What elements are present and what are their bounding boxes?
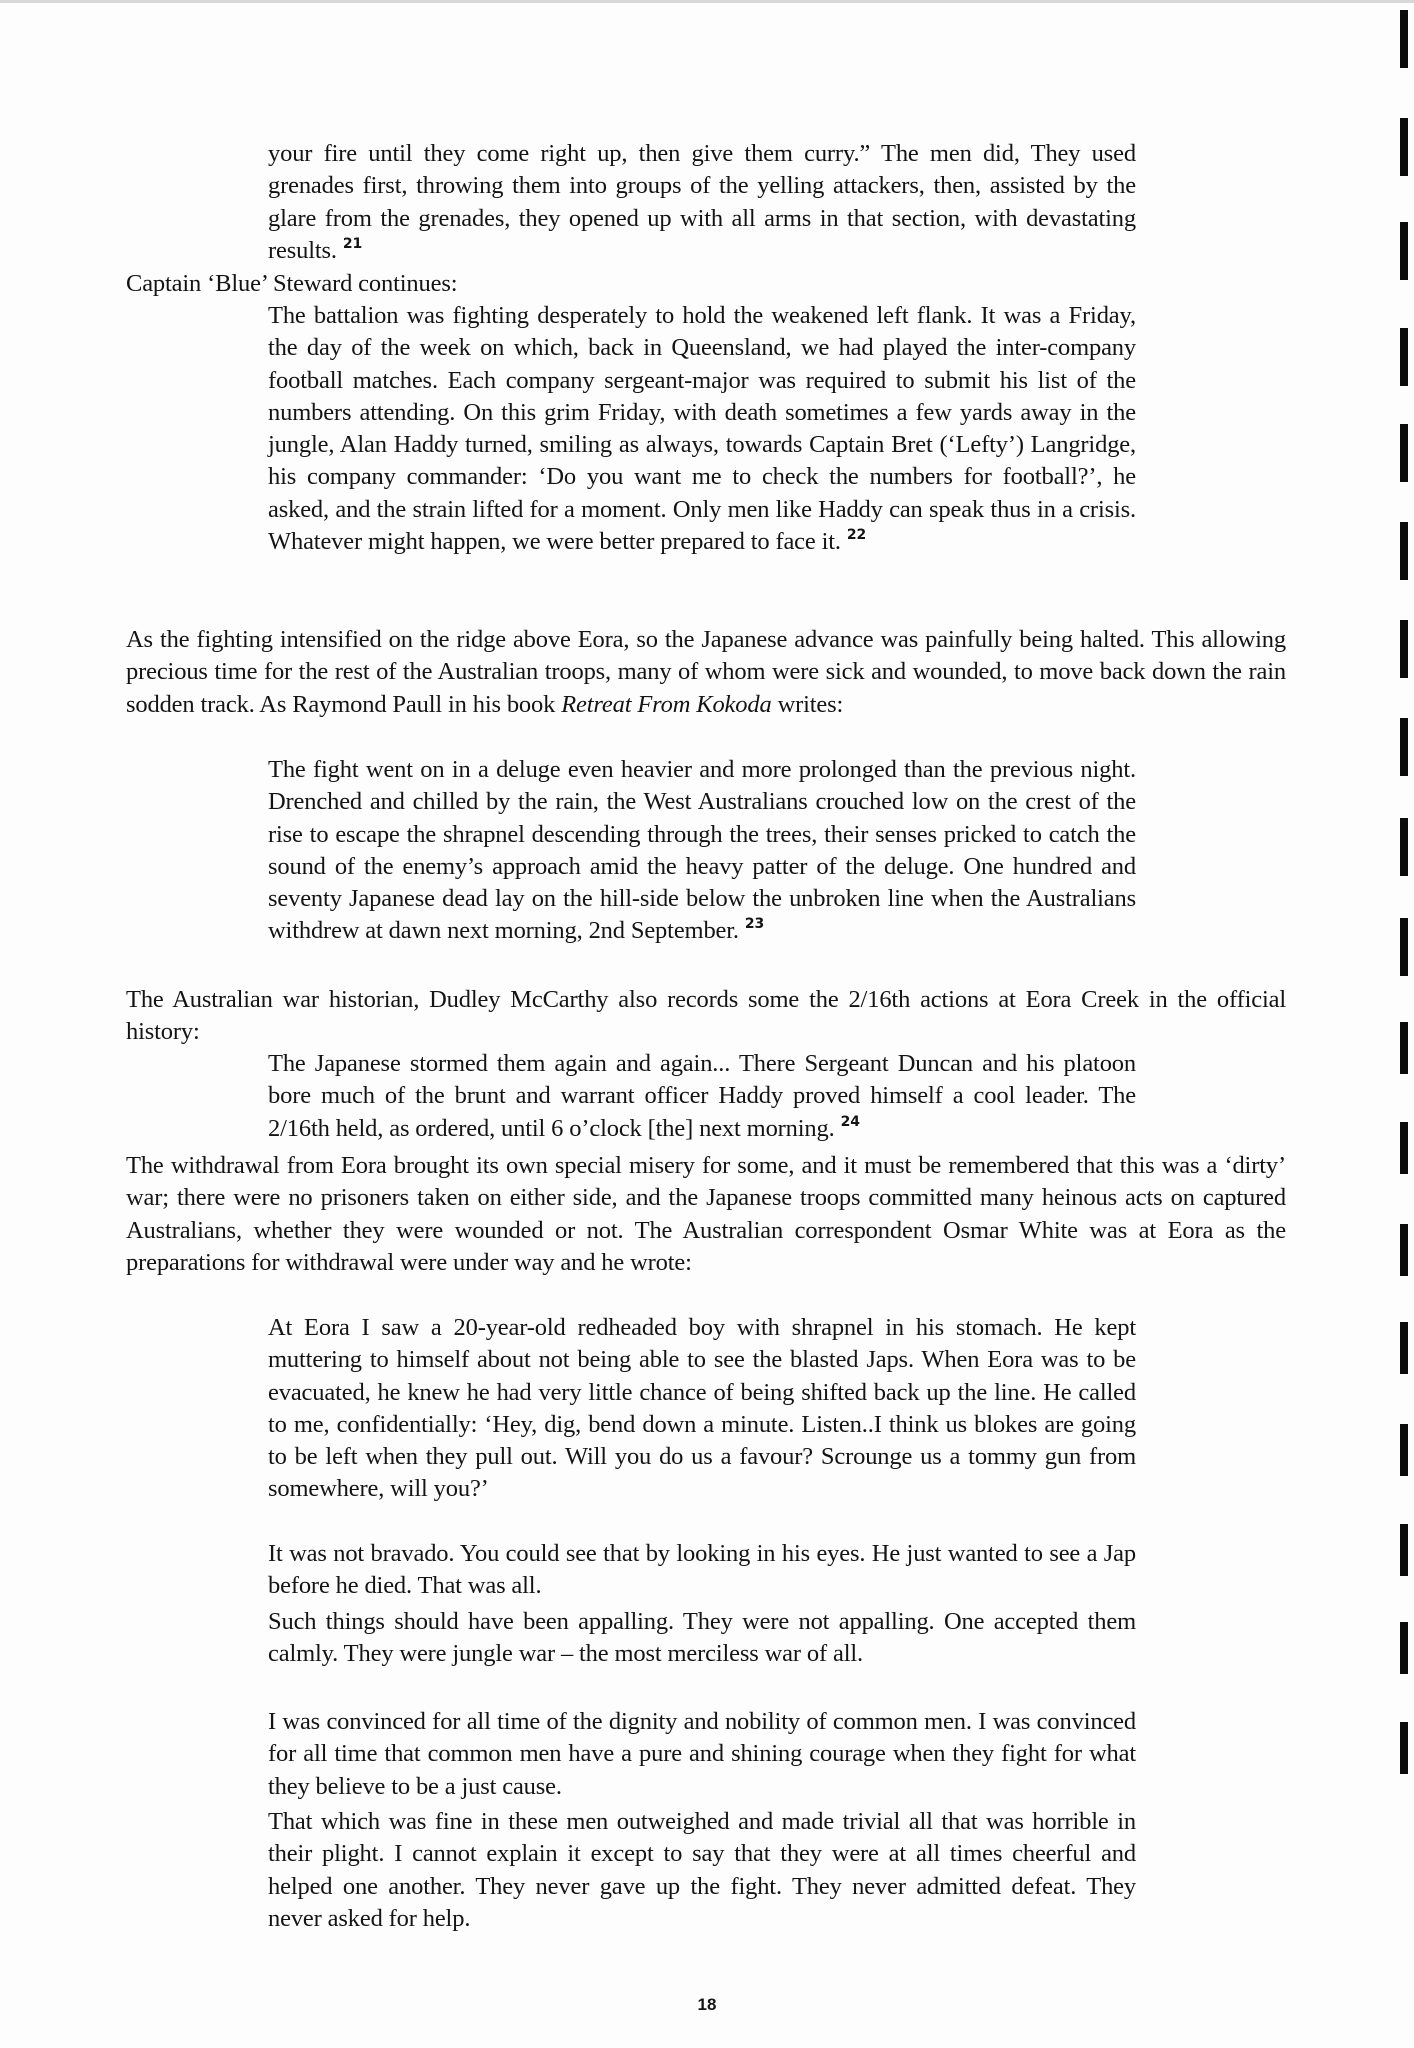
binding-edge (1390, 0, 1414, 2048)
quote-block (268, 1706, 1136, 1803)
binding-mark (1400, 328, 1408, 386)
quote-block (268, 1312, 1136, 1506)
quote-text (268, 300, 1136, 561)
quote-block (268, 1606, 1136, 1671)
quote-block (268, 1538, 1136, 1603)
paragraph-text (126, 624, 1286, 721)
binding-mark (1400, 1322, 1408, 1374)
quote-block (268, 1806, 1136, 1935)
binding-mark (1400, 1224, 1408, 1276)
quote-text (268, 138, 1136, 270)
binding-mark (1400, 1622, 1408, 1674)
footnote-ref: 22 (846, 527, 867, 544)
footnote-ref: 21 (342, 235, 363, 252)
binding-mark (1400, 1122, 1408, 1174)
quote-text: Such things should have been appalling. They were not appalling. One accepted them calmly. They were jungle war – the most merciless war of all. (268, 1608, 1136, 1668)
binding-mark (1400, 620, 1408, 678)
binding-mark (1400, 1722, 1408, 1774)
binding-mark (1400, 222, 1408, 280)
paragraph (126, 624, 1286, 721)
quote-body: The Japanese stormed them again and again... There Sergeant Duncan and his platoon bore much of the brunt and warrant officer Haddy proved himself a cool leader. The 2/16th held, as ordered, until 6 o’clock [the] next morning. (268, 1050, 1136, 1142)
paragraph (126, 268, 1286, 300)
paragraph (126, 1150, 1286, 1279)
quote-text (268, 1048, 1136, 1148)
binding-mark (1400, 522, 1408, 580)
paragraph-tail: writes: (777, 690, 844, 718)
quote-text: I was convinced for all time of the dignity and nobility of common men. I was convinced for all time that common men have a pure and shining courage when they fight for what they believe to be a just cause. (268, 1708, 1136, 1800)
binding-mark (1400, 10, 1408, 68)
quote-block (268, 1048, 1136, 1148)
paragraph-text: The withdrawal from Eora brought its own special misery for some, and it must be remembered that this was a ‘dirty’ war; there were no prisoners taken on either side, and the Japanese troops committed many heinous acts on captured Australians, whether they were wounded or not. The Australian correspondent Osmar White was at Eora as the preparations for withdrawal were under way and he wrote: (126, 1152, 1286, 1276)
binding-mark (1400, 1524, 1408, 1576)
top-edge-rule (0, 0, 1414, 3)
binding-mark (1400, 1022, 1408, 1074)
binding-mark (1400, 118, 1408, 176)
quote-text: At Eora I saw a 20-year-old redheaded boy with shrapnel in his stomach. He kept muttering to himself about not being able to see the blasted Japs. When Eora was to be evacuated, he knew he had very little chance of being shifted back up the line. He called to me, confidentially: ‘Hey, dig, bend down a minute. Listen..I think us blokes are going to be left when they pull out. Will you do us a favour? Scrounge us a tommy gun from somewhere, will you?’ (268, 1314, 1136, 1503)
binding-mark (1400, 718, 1408, 776)
footnote-ref: 24 (840, 1113, 860, 1130)
quote-text (268, 754, 1136, 951)
binding-mark (1400, 424, 1408, 482)
quote-body: The battalion was fighting desperately to hold the weakened left flank. It was a Friday, the day of the week on which, back in Queensland, we had played the inter-company football matches. Each company sergeant-major was required to submit his list of the numbers attending. On this grim Friday, with death sometimes a few yards away in the jungle, Alan Haddy turned, smiling as always, towards Captain Bret (‘Lefty’) Langridge, his company commander: ‘Do you want me to check the numbers for football?’, he asked, and the strain lifted for a moment. Only men like Haddy can speak thus in a crisis. Whatever might happen, we were better prepared to face it. (268, 302, 1136, 556)
paragraph-body: As the fighting intensified on the ridge above Eora, so the Japanese advance was painfully being halted. This allowing precious time for the rest of the Australian troops, many of whom were sick and wounded, to move back down the rain sodden track. As Raymond Paull in his book (126, 626, 1286, 718)
paragraph-text: The Australian war historian, Dudley McCarthy also records some the 2/16th actions at Eora Creek in the official history: (126, 986, 1286, 1046)
binding-mark (1400, 918, 1408, 976)
paragraph (126, 984, 1286, 1049)
binding-mark (1400, 1424, 1408, 1476)
quote-text: That which was fine in these men outweighed and made trivial all that was horrible in their plight. I cannot explain it except to say that they were at all times cheerful and helped one another. They never gave up the fight. They never admitted defeat. They never asked for help. (268, 1808, 1136, 1932)
page-number: 18 (697, 1995, 717, 2014)
binding-mark (1400, 818, 1408, 876)
quote-text: It was not bravado. You could see that by looking in his eyes. He just wanted to see a Jap before he died. That was all. (268, 1540, 1136, 1600)
quote-body: your fire until they come right up, then give them curry.” The men did, They used grenades first, throwing them into groups of the yelling attackers, then, assisted by the glare from the grenades, they opened up with all arms in that section, with devastating results. (268, 140, 1136, 264)
quote-block (268, 754, 1136, 951)
quote-block (268, 300, 1136, 561)
quote-block (268, 138, 1136, 270)
footnote-ref: 23 (744, 916, 765, 933)
quote-body: The fight went on in a deluge even heavier and more prolonged than the previous night. Drenched and chilled by the rain, the West Australians crouched low on the crest of the rise to escape the shrapnel descending through the trees, their senses pricked to catch the sound of the enemy’s approach amid the heavy patter of the deluge. One hundred and seventy Japanese dead lay on the hill-side below the unbroken line when the Australians withdrew at dawn next morning, 2nd September. (268, 756, 1136, 945)
paragraph-text: Captain ‘Blue’ Steward continues: (126, 270, 458, 297)
book-title: Retreat From Kokoda (561, 690, 772, 718)
